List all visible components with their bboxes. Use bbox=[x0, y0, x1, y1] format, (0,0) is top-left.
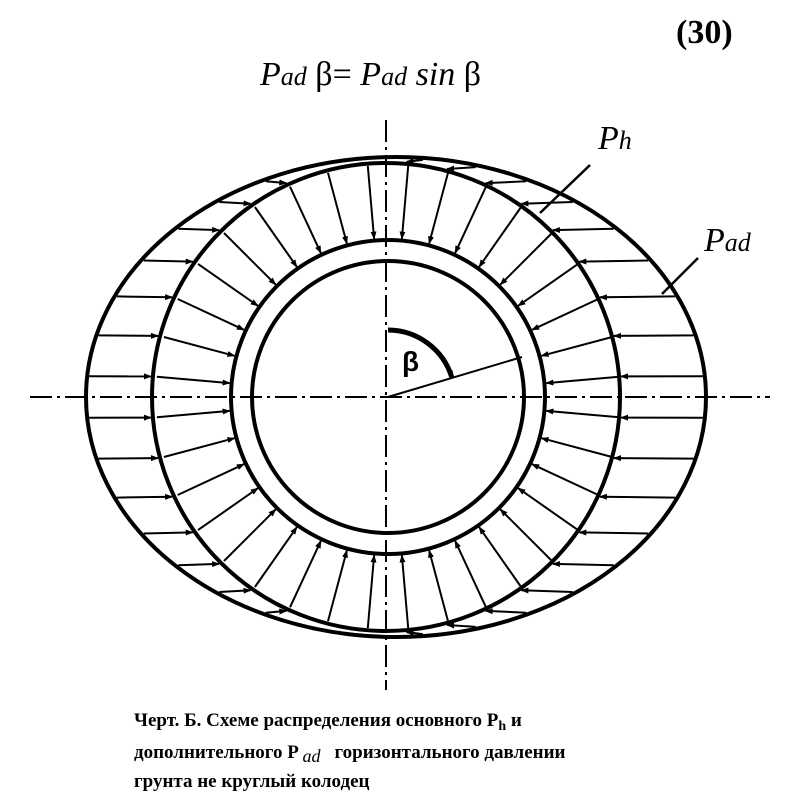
ph-arrow bbox=[518, 488, 578, 530]
ph-label-p: P bbox=[598, 120, 619, 157]
ph-label bbox=[598, 120, 632, 158]
formula-rhs-sub: ad bbox=[381, 62, 408, 91]
ph-label-sub: h bbox=[618, 126, 632, 155]
pad-arrow bbox=[614, 335, 694, 336]
ph-arrow bbox=[198, 488, 258, 530]
ph-arrow bbox=[500, 509, 552, 561]
ph-arrow bbox=[157, 411, 230, 417]
pad-arrow bbox=[614, 458, 694, 459]
ph-arrow bbox=[328, 551, 347, 622]
caption-line-2-end: горизонтального давлении bbox=[334, 742, 566, 763]
ph-arrow bbox=[532, 299, 598, 330]
ph-arrow bbox=[429, 173, 448, 244]
ph-arrow bbox=[198, 264, 258, 306]
ph-arrow bbox=[178, 464, 244, 495]
pad-arrow bbox=[219, 590, 250, 592]
beta-label: β bbox=[402, 346, 420, 377]
formula-rhs-p: P bbox=[360, 56, 382, 93]
ph-arrow bbox=[532, 464, 598, 495]
pad-arrow bbox=[407, 632, 423, 634]
ph-arrow bbox=[290, 187, 321, 253]
pad-label-p: P bbox=[704, 222, 725, 259]
ph-arrow bbox=[178, 299, 244, 330]
ph-arrow bbox=[546, 377, 619, 383]
formula-lhs-sub: ad bbox=[280, 62, 307, 91]
ph-arrow bbox=[328, 173, 347, 244]
pad-arrow bbox=[266, 181, 287, 183]
caption-line-2-text: дополнительного P bbox=[134, 742, 303, 763]
ph-arrow bbox=[546, 411, 619, 417]
beta-angle-arc bbox=[388, 330, 452, 378]
pad-arrow bbox=[600, 296, 675, 297]
ph-arrow bbox=[164, 337, 235, 356]
ph-arrow bbox=[542, 438, 613, 457]
pad-arrow bbox=[407, 160, 423, 162]
pad-arrow bbox=[600, 497, 675, 498]
caption-line-1-text: Черт. Б. Схеме распределения основного P bbox=[134, 710, 499, 731]
formula-lhs-beta: β bbox=[315, 56, 333, 93]
pad-leader-line bbox=[662, 258, 698, 294]
pad-arrow bbox=[144, 261, 193, 262]
caption-line-3: грунта не круглый колодец bbox=[134, 771, 370, 792]
ph-arrow bbox=[255, 207, 297, 267]
formula-eq: = bbox=[332, 56, 361, 93]
formula-rhs-sin: sin bbox=[407, 56, 464, 93]
ph-arrow bbox=[479, 527, 521, 587]
pad-arrow bbox=[178, 229, 219, 230]
ph-arrow bbox=[224, 233, 276, 285]
ph-arrow bbox=[290, 541, 321, 607]
caption-line-2-sub: ad bbox=[302, 746, 321, 766]
ph-arrow bbox=[518, 264, 578, 306]
ph-arrow bbox=[157, 377, 230, 383]
pad-label bbox=[704, 222, 751, 260]
ph-arrow bbox=[368, 555, 374, 628]
pad-arrow bbox=[99, 458, 159, 459]
caption-line-1 bbox=[134, 708, 774, 740]
pad-arrow bbox=[486, 611, 527, 613]
caption-line-1-sub: h bbox=[498, 719, 507, 734]
pad-arrow bbox=[447, 625, 476, 627]
pad-arrow bbox=[486, 181, 527, 183]
pad-arrow bbox=[99, 335, 159, 336]
pad-arrow bbox=[117, 296, 172, 297]
ph-arrow bbox=[455, 187, 486, 253]
ph-arrow bbox=[402, 555, 408, 628]
ph-arrow bbox=[402, 166, 408, 239]
ph-arrow bbox=[542, 337, 613, 356]
ph-arrow bbox=[500, 233, 552, 285]
pad-arrow bbox=[579, 261, 648, 262]
pad-arrow bbox=[447, 167, 476, 169]
caption-line-1-end: и bbox=[506, 710, 522, 731]
figure-caption bbox=[134, 708, 774, 795]
pad-arrow bbox=[553, 564, 614, 565]
pad-arrow bbox=[178, 564, 219, 565]
pad-arrow bbox=[144, 532, 193, 533]
ph-arrow bbox=[224, 509, 276, 561]
ph-arrow bbox=[429, 551, 448, 622]
formula-rhs-beta: β bbox=[463, 56, 482, 93]
pad-label-sub: ad bbox=[724, 228, 751, 257]
equation-number: (30) bbox=[676, 14, 733, 51]
caption-line-2 bbox=[134, 740, 774, 769]
ph-arrow bbox=[368, 166, 374, 239]
pad-arrow bbox=[521, 590, 572, 592]
pad-arrow bbox=[579, 532, 648, 533]
ph-arrow bbox=[164, 438, 235, 457]
pad-arrow bbox=[521, 202, 572, 204]
pad-arrow bbox=[117, 497, 172, 498]
ph-arrow bbox=[479, 207, 521, 267]
pad-arrow bbox=[266, 611, 287, 613]
ph-arrow bbox=[455, 541, 486, 607]
ph-arrow bbox=[255, 527, 297, 587]
pad-arrow bbox=[219, 202, 250, 204]
pad-arrow bbox=[553, 229, 614, 230]
formula-lhs-p: P bbox=[260, 56, 281, 93]
